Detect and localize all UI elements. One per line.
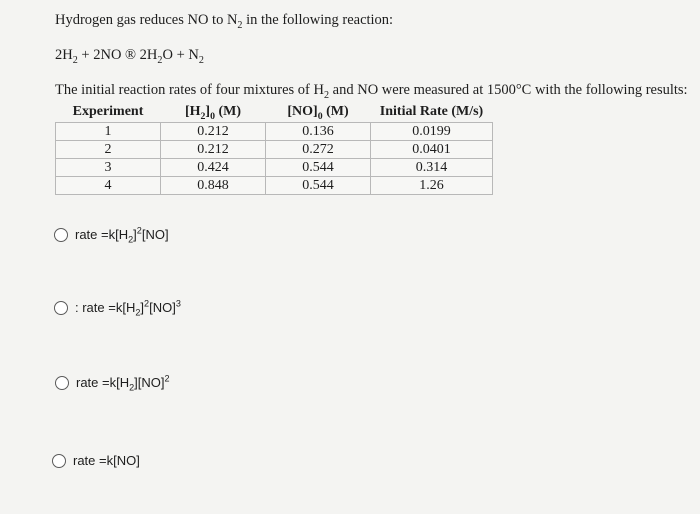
table-row: [56, 123, 493, 141]
table-row: [56, 159, 493, 177]
cell-no: 0.544: [266, 177, 371, 195]
answer-option-3[interactable]: [55, 373, 170, 393]
cell-no: 0.136: [266, 123, 371, 141]
radio-button[interactable]: [52, 454, 66, 468]
radio-button[interactable]: [54, 228, 68, 242]
radio-button[interactable]: [55, 376, 69, 390]
cell-rate: 1.26: [371, 177, 493, 195]
radio-button[interactable]: [54, 301, 68, 315]
question-description: The initial reaction rates of four mixtures of $H_2$ and NO were measured at 1500°C with the following results:: [55, 82, 688, 101]
cell-no: 0.272: [266, 141, 371, 159]
table-header-row: [56, 102, 493, 123]
cell-experiment: 3: [56, 159, 161, 177]
option-label: : rate $=k[H_2]^2[NO]^3$: [75, 298, 181, 318]
header-h2-concentration: $[H_2]_0$ (M): [184, 104, 242, 122]
cell-experiment: 1: [56, 123, 161, 141]
cell-rate: 0.0199: [371, 123, 493, 141]
header-initial-rate: Initial Rate (M/s): [379, 104, 484, 119]
cell-rate: 0.0401: [371, 141, 493, 159]
cell-experiment: 4: [56, 177, 161, 195]
question-intro: Hydrogen gas reduces NO to $N_2$ in the following reaction:: [55, 12, 394, 31]
table-row: [56, 141, 493, 159]
cell-no: 0.544: [266, 159, 371, 177]
option-label: rate $=k[H_2]^2[NO]$: [75, 225, 169, 245]
answer-option-1[interactable]: [54, 225, 169, 245]
cell-experiment: 2: [56, 141, 161, 159]
header-no-concentration: $[NO]_0$ (M): [287, 104, 349, 122]
option-label: rate $=k[H_2][NO]^2$: [76, 373, 170, 393]
cell-rate: 0.314: [371, 159, 493, 177]
cell-h2: 0.212: [161, 123, 266, 141]
cell-h2: 0.212: [161, 141, 266, 159]
option-label: rate =k[NO]: [73, 453, 140, 468]
cell-h2: 0.848: [161, 177, 266, 195]
reaction-equation: $2H_2 + 2NO$ ® $2H_2O + N_2$: [55, 47, 204, 66]
answer-option-4[interactable]: [52, 453, 140, 468]
table-row: [56, 177, 493, 195]
cell-h2: 0.424: [161, 159, 266, 177]
answer-option-2[interactable]: [54, 298, 181, 318]
header-experiment: Experiment: [72, 104, 144, 119]
rate-data-table: [55, 102, 493, 195]
